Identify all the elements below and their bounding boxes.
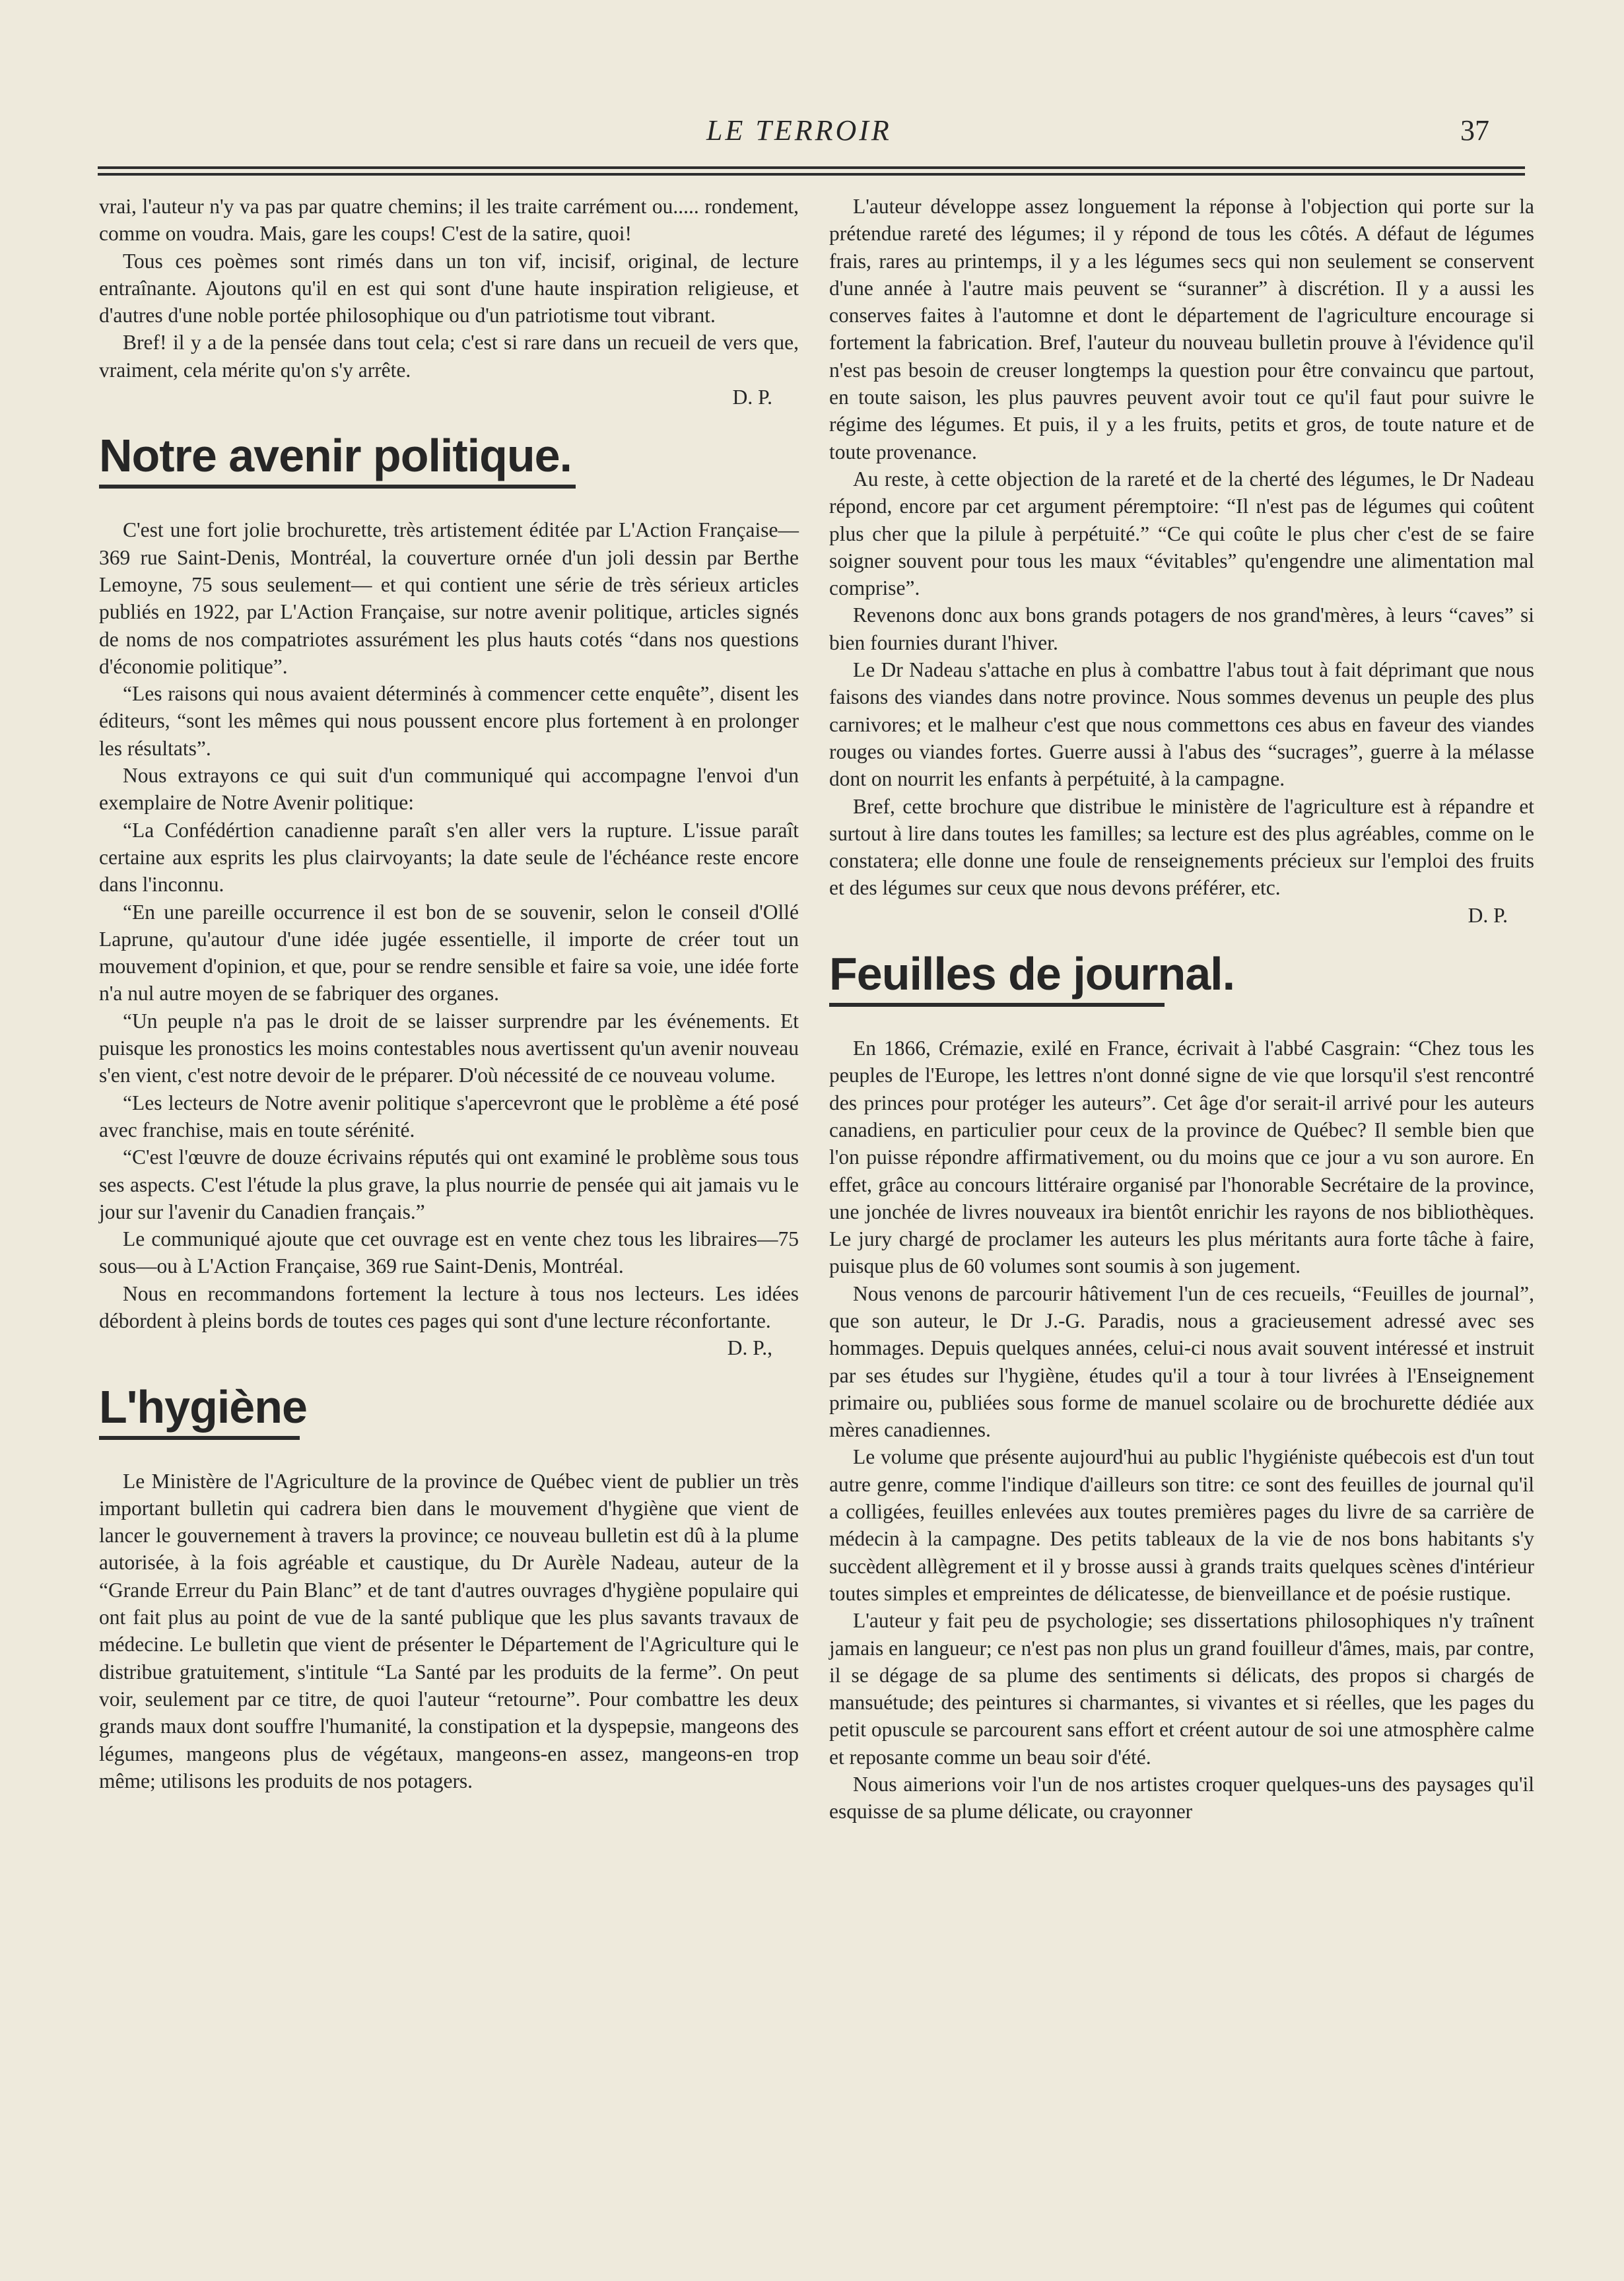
paragraph: C'est une fort jolie brochurette, très artistement éditée par L'Action Française—369 rue Saint-Denis, Montréal, la couverture ornée d'un joli dessin par Berthe Lemoyne, 75 sous seulement— et qui contient une série de très sérieux articles publiés en 1922, par L'Action Française, sur notre avenir politique, articles signés de noms de nos compatriotes assurément les plus hauts cotés “dans nos questions d'économie politique”. <box>99 518 799 678</box>
paragraph: Le Ministère de l'Agriculture de la province de Québec vient de publier un très important bulletin qui cadrera bien dans le mouvement d'hygiène que vient de lancer le gouvernement à travers la province; ce nouveau bulletin est dû à la plume autorisée, à la fois agréable et caustique, du Dr Aurèle Nadeau, auteur de la “Grande Erreur du Pain Blanc” et de tant d'autres ouvrages d'hygiène populaire qui ont fait plus au point de vue de la santé publique que les plus savants travaux de médecine. Le bulletin que vient de présenter le Département de l'Agriculture qui le distribue gratuitement, s'intitule “La Santé par les produits de la ferme”. On peut voir, seulement par ce titre, de quoi l'auteur “retourne”. Pour combattre les deux grands maux dont souffre l'humanité, la constipation et la dyspepsie, mangeons des légumes, mangeons plus de végétaux, mangeons-en assez, mangeons-en trop même; utilisons les produits de nos potagers. <box>99 1469 799 1792</box>
section-heading-notre-avenir-politique: Notre avenir politique. <box>99 430 572 482</box>
paragraph: L'auteur y fait peu de psychologie; ses dissertations philosophiques n'y traînent jamais en langueur; ce n'est pas non plus un grand fouilleur d'âmes, mais, par contre, il se dégage de sa plume des sentiments si délicats, des propos si chargés de mansuétude; des peintures si charmantes, si vivantes et si réelles, que les pages du petit opuscule se parcourent sans effort et créent autour de soi une atmosphère calme et reposante comme un beau soir d'été. <box>829 1609 1534 1769</box>
paragraph: Le Dr Nadeau s'attache en plus à combattre l'abus tout à fait déprimant que nous faisons des viandes dans notre province. Nous sommes devenus un peuple des plus carnivores; et le malheur c'est que nous commettons ces abus en faveur des viandes rouges ou viandes fortes. Guerre aussi à l'abus des “sucrages”, guerre à la mélasse dont on nourrit les enfants à perpétuité, à la campagne. <box>829 658 1534 791</box>
paragraph: “En une pareille occurrence il est bon de se souvenir, selon le conseil d'Ollé Laprune, qu'autour d'une idée jugée essentielle, il importe de créer tout un mouvement d'opinion, et que, pour se rendre sensible et faire sa voie, une idée forte n'a nul autre moyen de se fabriquer des organes. <box>99 900 799 1005</box>
heading-underline <box>829 1003 1165 1007</box>
paragraph: Nous en recommandons fortement la lecture à tous nos lecteurs. Les idées débordent à pleins bords de toutes ces pages qui sont d'une lecture réconfortante. <box>99 1281 799 1332</box>
section-heading-feuilles-de-journal: Feuilles de journal. <box>829 948 1235 1000</box>
left-column <box>99 193 799 1794</box>
right-column <box>829 193 1534 1825</box>
signature: D. P., <box>727 1336 772 1360</box>
section-heading-hygiene: L'hygiène <box>99 1380 307 1433</box>
paragraph: “La Confédértion canadienne paraît s'en aller vers la rupture. L'issue paraît certaine aux esprits les plus clairvoyants; la date seule de l'échéance reste encore dans l'inconnu. <box>99 818 799 897</box>
paragraph: “Un peuple n'a pas le droit de se laisser surprendre par les événements. Et puisque les pronostics les moins contestables nous avertissent qu'un avenir nouveau s'en vient, c'est notre devoir de le préparer. D'où nécessité de ce nouveau volume. <box>99 1009 799 1087</box>
header-rule-top <box>98 166 1525 169</box>
heading-underline <box>99 1436 300 1440</box>
header-rule-bottom <box>98 173 1525 176</box>
signature: D. P. <box>1468 903 1508 927</box>
paragraph: Tous ces poèmes sont rimés dans un ton vif, incisif, original, de lecture entraînante. Ajoutons qu'il en est qui sont d'une haute inspiration religieuse, et d'autres d'une noble portée philosophique ou d'un patriotisme tout vibrant. <box>99 249 799 327</box>
paragraph: vrai, l'auteur n'y va pas par quatre chemins; il les traite carrément ou..... rondement, comme on voudra. Mais, gare les coups! C'est de la satire, quoi! <box>99 195 799 246</box>
paragraph: Nous extrayons ce qui suit d'un communiqué qui accompagne l'envoi d'un exemplaire de Notre Avenir politique: <box>99 764 799 815</box>
paragraph: L'auteur développe assez longuement la réponse à l'objection qui porte sur la prétendue rareté des légumes; il y répond de tous les côtés. A défaut de légumes frais, rares au printemps, il y a les légumes secs qui non seulement se conservent d'une année à l'autre mais peuvent se “suranner” à discrétion. Il y a aussi les conserves faites à l'automne et dont le département de l'agriculture encourage si fortement la fabrication. Bref, l'auteur du nouveau bulletin prouve à l'évidence qu'il n'est pas besoin de creuser longtemps la question pour être convaincu que partout, en toute saison, les plus pauvres peuvent avoir tout ce qu'il faut pour suivre le régime des légumes. Et puis, il y a les fruits, petits et gros, de toute nature et de toute provenance. <box>829 195 1534 463</box>
heading-underline <box>99 485 576 489</box>
paragraph: “Les raisons qui nous avaient déterminés à commencer cette enquête”, disent les éditeurs, “sont les mêmes qui nous poussent encore plus fortement à en prolonger les résultats”. <box>99 682 799 760</box>
paragraph: Bref! il y a de la pensée dans tout cela; c'est si rare dans un recueil de vers que, vraiment, cela mérite qu'on s'y arrête. <box>99 331 799 382</box>
signature: D. P. <box>732 386 772 409</box>
paragraph: Le volume que présente aujourd'hui au public l'hygiéniste québecois est d'un tout autre genre, comme l'indique d'ailleurs son titre: ce sont des feuilles de journal qu'il a colligées, feuilles enlevées aux toutes premières pages du livre de sa carrière de médecin à la campagne. Des petits tableaux de la vie de nos bons habitants s'y succèdent allègrement et il y brosse aussi à grands traits quelques scènes d'intérieur toutes simples et empreintes de délicatesse, de bienveillance et de poésie rustique. <box>829 1445 1534 1605</box>
running-header-title: LE TERROIR <box>706 114 892 147</box>
paragraph: Le communiqué ajoute que cet ouvrage est en vente chez tous les libraires—75 sous—ou à L'Action Française, 369 rue Saint-Denis, Montréal. <box>99 1227 799 1278</box>
paragraph: En 1866, Crémazie, exilé en France, écrivait à l'abbé Casgrain: “Chez tous les peuples de l'Europe, les lettres n'ont donné signe de vie que lorsqu'il s'est rencontré des princes pour protéger les auteurs”. Cet âge d'or serait-il arrivé pour les auteurs canadiens, en particulier pour ceux de la province de Québec? Il semble bien que l'on puisse répondre affirmativement, ou du moins que ce jour a vu son aurore. En effet, grâce au concours littéraire organisé par l'honorable Secrétaire de la province, une jonchée de livres nouveaux ira bientôt enrichir les rayons de nos bibliothèques. Le jury chargé de proclamer les auteurs les plus méritants aura forte tâche à faire, puisque plus de 60 volumes sont soumis à son jugement. <box>829 1037 1534 1278</box>
paragraph: Revenons donc aux bons grands potagers de nos grand'mères, à leurs “caves” si bien fournies durant l'hiver. <box>829 603 1534 654</box>
paragraph: Bref, cette brochure que distribue le ministère de l'agriculture est à répandre et surtout à lire dans toutes les familles; sa lecture est des plus agréables, comme on le constatera; elle donne une foule de renseignements précieux sur l'emploi des fruits et des légumes sur ceux que nous devons préférer, etc. <box>829 794 1534 900</box>
page-number: 37 <box>1460 114 1489 147</box>
paragraph: Nous venons de parcourir hâtivement l'un de ces recueils, “Feuilles de journal”, que son auteur, le Dr J.-G. Paradis, nous a gracieusement adressé avec ses hommages. Depuis quelques années, celui-ci nous avait souvent intéressé et instruit par ses études sur l'hygiène, études qu'il a tour à tour livrées à l'Enseignement primaire ou, publiées sous forme de manuel scolaire ou de brochurette dédiée aux mères canadiennes. <box>829 1281 1534 1442</box>
paragraph: Nous aimerions voir l'un de nos artistes croquer quelques-uns des paysages qu'il esquisse de sa plume délicate, ou crayonner <box>829 1773 1534 1823</box>
paragraph: “Les lecteurs de Notre avenir politique s'apercevront que le problème a été posé avec franchise, mais en toute sérénité. <box>99 1091 799 1141</box>
paragraph: “C'est l'œuvre de douze écrivains réputés qui ont examiné le problème sous tous ses aspects. C'est l'étude la plus grave, la plus nourrie de pensée qui ait jamais vu le jour sur l'avenir du Canadien français.” <box>99 1145 799 1223</box>
paragraph: Au reste, à cette objection de la rareté et de la cherté des légumes, le Dr Nadeau répond, encore par cet argument péremptoire: “Il n'est pas de légumes qui coûtent plus cher que la pilule à perpétuité.” “Ce qui coûte le plus cher c'est de se faire soigner souvent pour tous les maux “évitables” qu'engendre une alimentation mal comprise”. <box>829 467 1534 600</box>
